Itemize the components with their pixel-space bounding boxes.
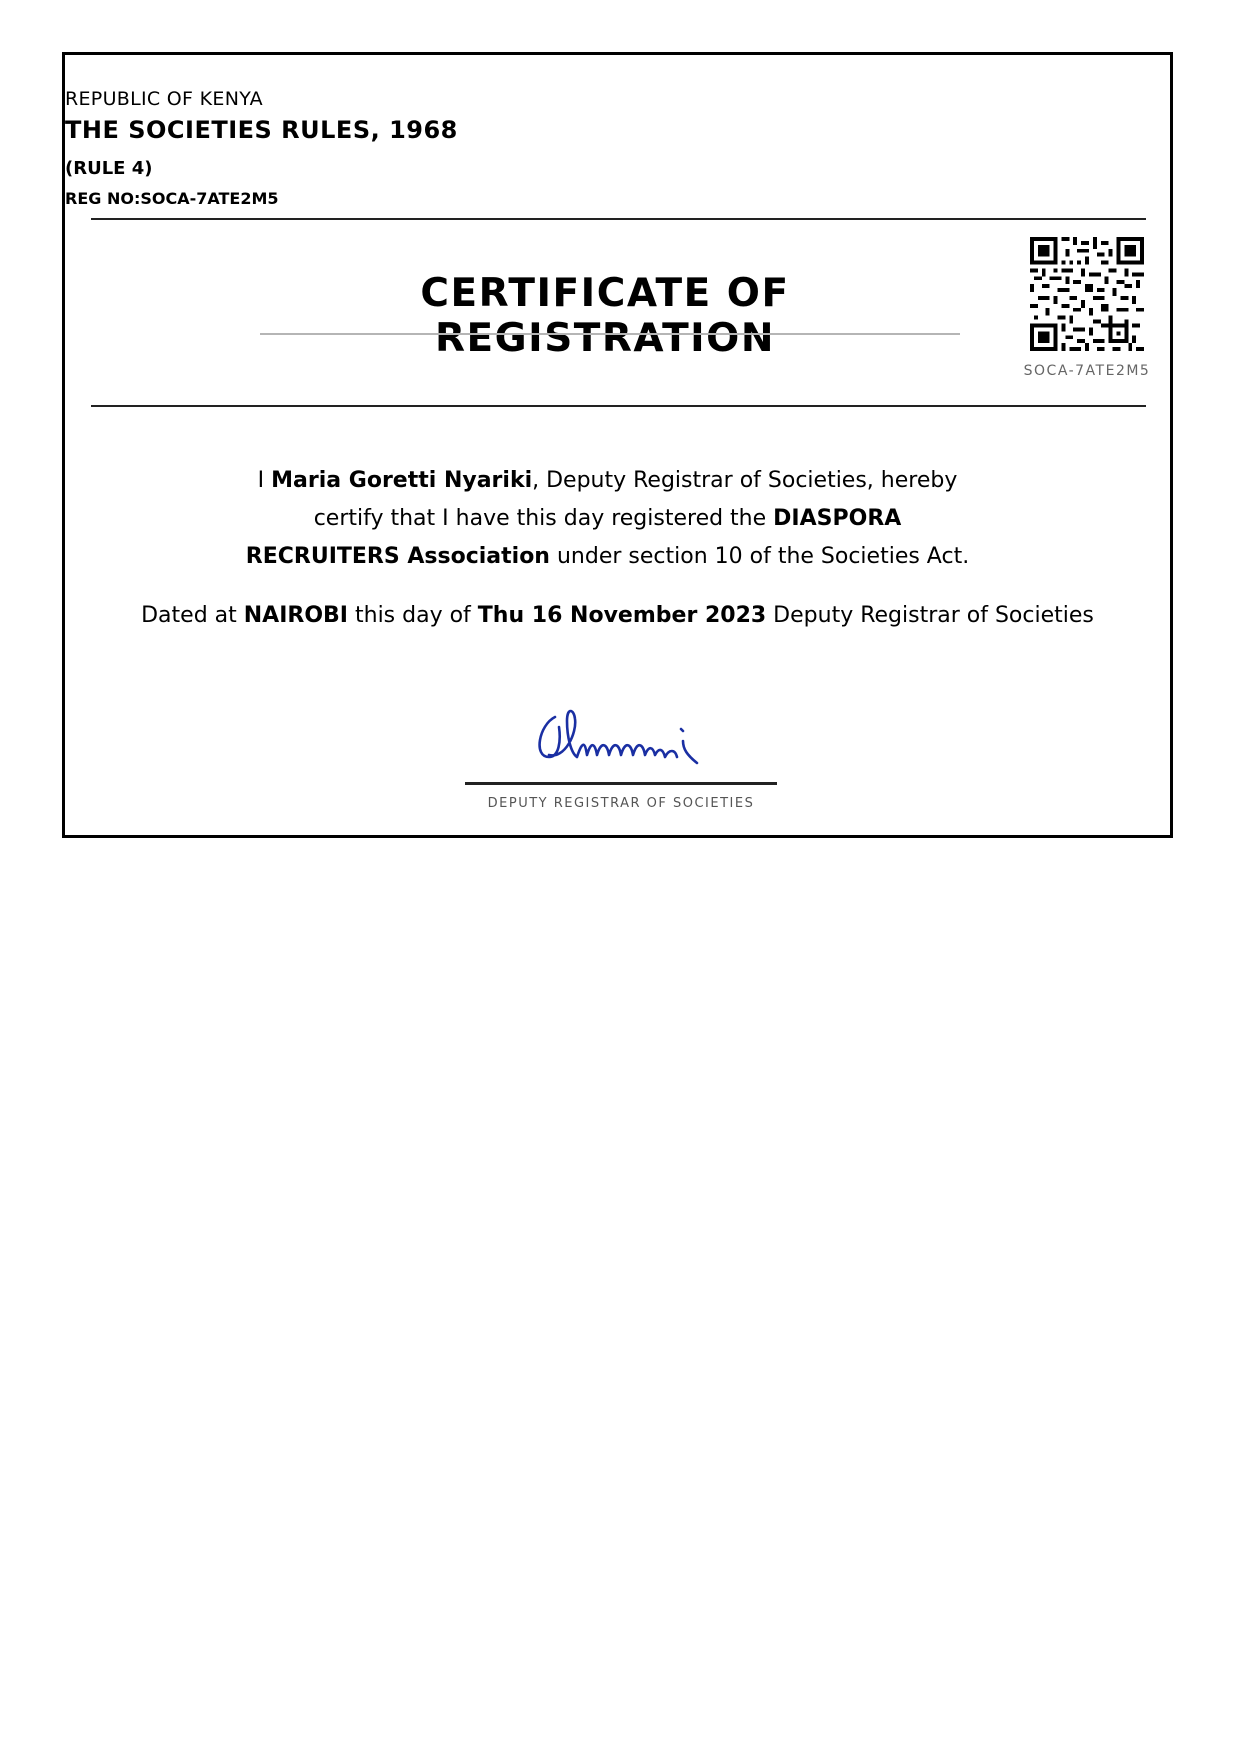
dated-date: Thu 16 November 2023 (477, 603, 767, 628)
title-underline (260, 333, 960, 335)
certificate-frame (62, 52, 1173, 838)
statement-text-1: , Deputy Registrar of Societies, hereby certify that I have this day registered the (313, 468, 958, 531)
certificate-title: CERTIFICATE OF REGISTRATION (420, 271, 790, 361)
qr-caption: SOCA-7ATE2M5 (1023, 363, 1151, 379)
registrar-name: Maria Goretti Nyariki (271, 468, 533, 493)
header-divider (91, 218, 1146, 220)
qr-code-icon (1030, 237, 1144, 351)
signature-line (465, 782, 777, 785)
dated-place: NAIROBI (243, 603, 348, 628)
republic-heading: REPUBLIC OF KENYA (65, 88, 263, 110)
dated-line (65, 603, 1170, 628)
rules-title: THE SOCIETIES RULES, 1968 (65, 116, 458, 144)
signature-caption: DEPUTY REGISTRAR OF SOCIETIES (487, 796, 755, 811)
dated-middle: this day of (348, 603, 478, 628)
society-name: DIASPORA RECRUITERS Association (245, 506, 902, 569)
title-divider (91, 405, 1146, 407)
rule-number: (RULE 4) (65, 158, 153, 179)
certification-statement (235, 462, 980, 576)
signature-image (525, 697, 765, 782)
dated-prefix: Dated at (141, 603, 244, 628)
dated-suffix: Deputy Registrar of Societies (766, 603, 1094, 628)
statement-text-2: under section 10 of the Societies Act. (549, 544, 970, 569)
statement-prefix: I (257, 468, 272, 493)
registration-number: REG NO:SOCA-7ATE2M5 (65, 189, 279, 208)
